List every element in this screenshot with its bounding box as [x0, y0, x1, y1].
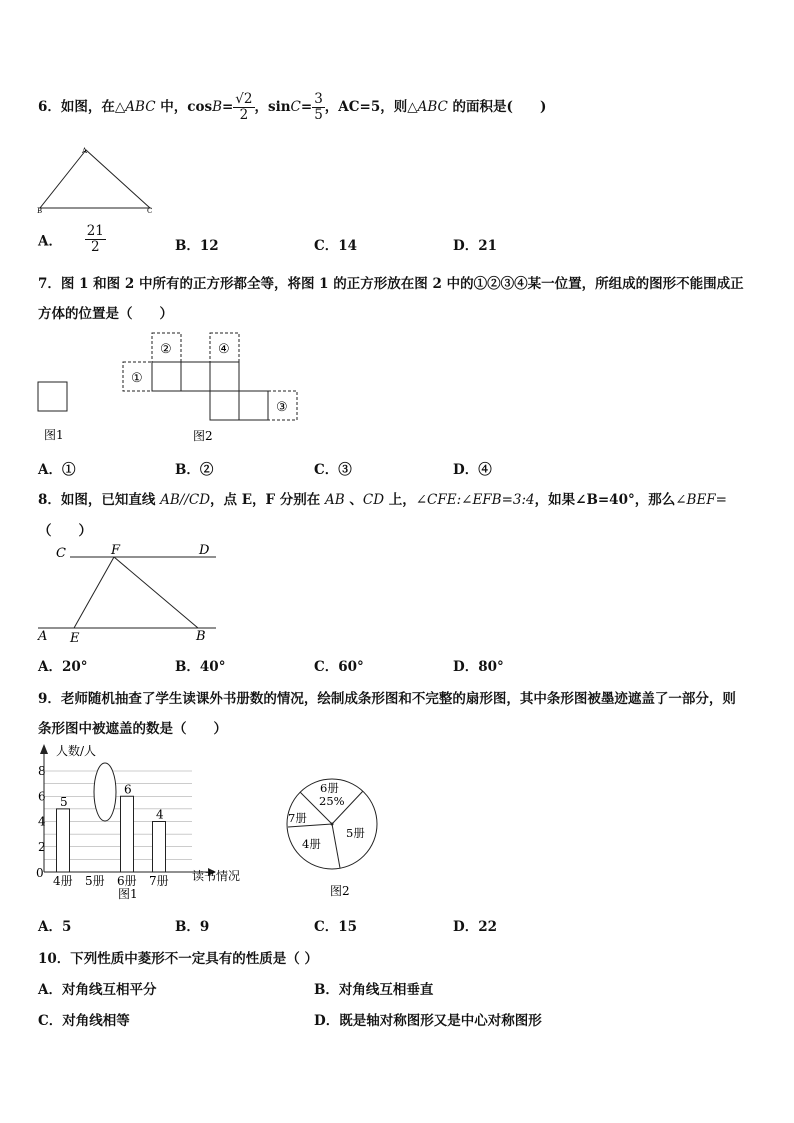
q6-suffix: 的面积是( )	[447, 98, 547, 115]
label-b: B	[196, 629, 206, 644]
vertex-a-label: A	[82, 147, 88, 155]
q8-text-a: 8．如图，已知直线	[38, 492, 161, 508]
q8-text-e: ，如果∠B=40°，那么	[534, 492, 676, 508]
net-square	[210, 362, 239, 391]
net-square	[210, 391, 239, 420]
q8-text-d: 上，	[384, 492, 416, 508]
q6-frac2-den: 5	[314, 106, 323, 123]
net-square	[152, 362, 181, 391]
position-2-label: ②	[160, 342, 172, 357]
q6-mid: 中，cos	[155, 98, 213, 115]
q6-option-a-frac	[85, 224, 106, 255]
pie-label-5: 5册	[346, 826, 365, 840]
q6-c: C	[290, 98, 301, 115]
net-square	[239, 391, 268, 420]
q6-tri: ABC	[125, 98, 156, 115]
q7-stem-line1: 7．图 1 和图 2 中所有的正方形都全等，将图 1 的正方形放在图 2 中的①②③④某一位置，所组成的图形不能围成正	[38, 276, 744, 292]
y-tick-label: 8	[38, 764, 46, 778]
pie-label-6-percent: 25%	[319, 794, 345, 808]
y-tick-label: 6	[38, 789, 46, 804]
pie-center	[331, 823, 334, 826]
position-3-label: ③	[276, 400, 288, 415]
q9-stem-line2: 条形图中被遮盖的数是（ ）	[38, 721, 227, 737]
q8-text-b: ，点 E，F 分别在	[210, 492, 325, 508]
q9-option-d[interactable]: D．22	[453, 919, 497, 935]
q10-option-b[interactable]: B．对角线互相垂直	[314, 982, 434, 998]
y-tick-label: 4	[38, 814, 46, 829]
q8-option-d[interactable]: D．80°	[453, 659, 504, 675]
x-category-label: 6册	[117, 874, 137, 888]
q6-b: B	[212, 98, 222, 115]
position-4-label: ④	[218, 342, 230, 357]
q6-frac1-den: 2	[239, 106, 249, 123]
bar	[121, 796, 134, 872]
bar	[153, 822, 166, 873]
q8-stem-line2: （ ）	[38, 523, 92, 539]
q9-pie-chart	[282, 772, 392, 902]
triangle-abc	[40, 150, 150, 208]
q6-option-a-num: 21	[86, 223, 104, 239]
x-axis-label: 读书情况	[192, 869, 241, 883]
y-axis-arrow	[40, 744, 48, 754]
x-category-label: 7册	[149, 874, 169, 888]
q6-eq: =	[221, 98, 234, 115]
q7-stem-line2: 方体的位置是（ ）	[38, 306, 173, 322]
chart-fig1-label: 图1	[118, 887, 138, 901]
q8-option-b[interactable]: B．40°	[175, 659, 226, 675]
bar-data-label: 6	[124, 782, 132, 797]
ink-blot	[94, 763, 116, 821]
label-a: A	[38, 629, 48, 644]
q6-option-a[interactable]	[38, 224, 106, 255]
q6-option-b[interactable]: B．12	[175, 238, 219, 254]
fig1-label: 图1	[44, 428, 64, 442]
y-axis-label: 人数/人	[56, 744, 97, 758]
pie-fig2-label: 图2	[330, 884, 350, 898]
q6-frac1-num: √2	[235, 91, 253, 107]
segment-fe	[74, 557, 114, 628]
pie-label-7: 7册	[288, 811, 307, 825]
position-1-label: ①	[131, 371, 143, 386]
q9-stem-line1: 9．老师随机抽查了学生读课外书册数的情况，绘制成条形图和不完整的扇形图，其中条形图被墨迹遮盖了一部分，则	[38, 691, 736, 707]
q7-option-b[interactable]: B．②	[175, 462, 214, 478]
q8-option-c[interactable]: C．60°	[314, 659, 364, 675]
q7-option-c[interactable]: C．③	[314, 462, 352, 478]
q6-option-d[interactable]: D．21	[453, 238, 497, 254]
bar-data-label: 5	[60, 794, 68, 809]
q6-ac: ，AC=5，则△	[324, 98, 418, 115]
y-tick-label: 2	[38, 839, 46, 854]
q6-option-a-label: A．	[38, 233, 62, 250]
q7-option-d[interactable]: D．④	[453, 462, 492, 478]
q9-option-b[interactable]: B．9	[175, 919, 210, 935]
fig2-label: 图2	[193, 429, 213, 443]
pie-label-4: 4册	[302, 837, 321, 851]
q9-option-c[interactable]: C．15	[314, 919, 358, 935]
x-category-label: 5册	[85, 874, 105, 888]
q6-option-c[interactable]: C．14	[314, 238, 358, 254]
vertex-c-label: C	[147, 207, 153, 215]
q10-option-d[interactable]: D．既是轴对称图形又是中心对称图形	[314, 1013, 542, 1029]
q6-stem	[38, 92, 546, 123]
q8-ab: AB	[325, 492, 345, 508]
q10-stem: 10．下列性质中菱形不一定具有的性质是（ ）	[38, 951, 318, 967]
q9-option-a[interactable]: A．5	[38, 919, 72, 935]
q8-stem-line1	[38, 488, 727, 508]
label-c: C	[56, 546, 66, 561]
q7-cube-net-figure	[30, 328, 310, 446]
q8-ratio: ∠CFE:∠EFB=3:4	[415, 492, 535, 508]
q6-tri2: ABC	[417, 98, 448, 115]
q10-option-c[interactable]: C．对角线相等	[38, 1013, 130, 1029]
q9-bar-chart	[30, 742, 260, 904]
q8-cd: CD	[362, 492, 385, 508]
net-square	[181, 362, 210, 391]
segment-fb	[114, 557, 198, 628]
q8-text-c: 、	[344, 492, 363, 508]
q8-option-a[interactable]: A．20°	[38, 659, 88, 675]
pie-label-6: 6册	[320, 781, 339, 795]
fig2-net	[152, 362, 268, 420]
q8-bef: ∠BEF=	[675, 492, 727, 508]
q6-triangle-figure	[32, 142, 162, 218]
vertex-b-label: B	[37, 207, 43, 215]
label-f: F	[111, 543, 121, 558]
label-e: E	[70, 631, 80, 646]
bar-data-label: 4	[156, 807, 164, 822]
x-category-label: 4册	[53, 874, 73, 888]
q6-frac2-num: 3	[314, 91, 323, 107]
q6-prefix: 6．如图，在△	[38, 98, 126, 115]
q8-ab-cd: AB//CD	[160, 492, 211, 508]
q6-sep1: ，sin	[254, 98, 291, 115]
q7-option-a[interactable]: A．①	[38, 462, 76, 478]
q6-frac2	[312, 92, 325, 123]
q6-option-a-den: 2	[90, 238, 100, 255]
q6-frac1	[233, 92, 254, 123]
q8-parallel-lines-figure	[34, 540, 224, 646]
fig1-square	[38, 382, 67, 411]
label-d: D	[199, 543, 210, 558]
y-tick-label: 0	[36, 866, 44, 880]
q10-option-a[interactable]: A．对角线互相平分	[38, 982, 157, 998]
q6-eq2: =	[300, 98, 313, 115]
bar	[57, 809, 70, 872]
